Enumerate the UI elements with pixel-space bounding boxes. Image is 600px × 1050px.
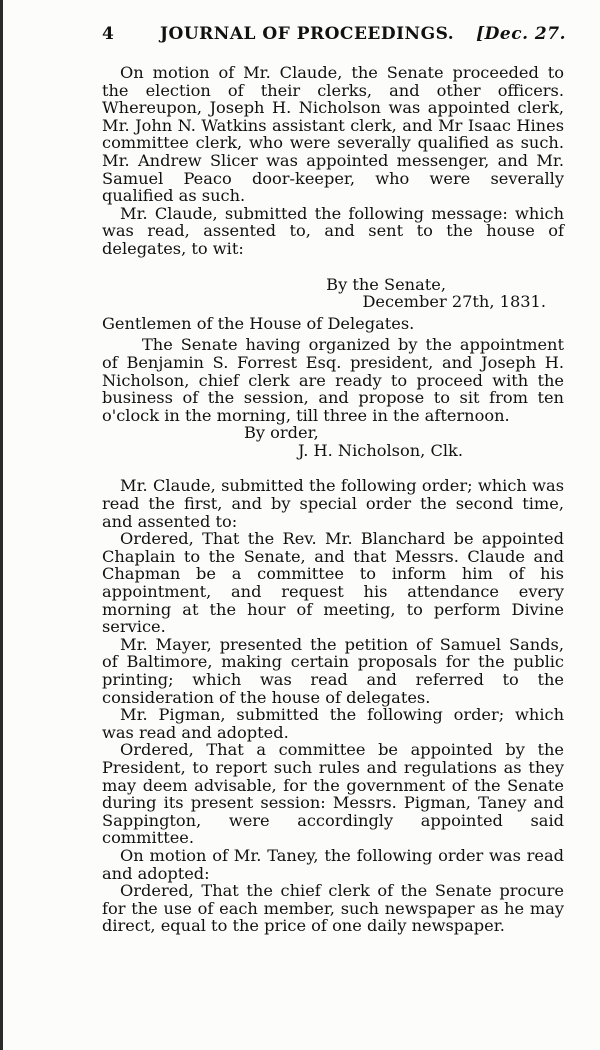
header-date: [Dec. 27.	[476, 24, 566, 44]
salutation: Gentlemen of the House of Delegates.	[102, 313, 415, 333]
running-title: JOURNAL OF PROCEEDINGS.	[160, 24, 455, 44]
paragraph-newspaper-order: Ordered, That the chief clerk of the Senate procure for the use of each member, such newspaper as he may direct, equal to the price of one daily newspaper.	[102, 881, 564, 936]
by-the-senate: By the Senate,	[326, 274, 446, 294]
page-header	[96, 24, 566, 52]
journal-text	[102, 64, 564, 935]
paragraph-claude-order: Mr. Claude, submitted the following order; which was read the first, and by special order the second time, and assented to:	[102, 476, 564, 531]
paragraph-election: On motion of Mr. Claude, the Senate proceeded to the election of their clerks, and other officers. Whereupon, Joseph H. Nicholson was appointed clerk, Mr. John N. Watkins assistant clerk, and Mr Isaac Hines committee clerk, who were severally qualified as such. Mr. Andrew Slicer was appointed messenger, and Mr. Samuel Peaco door-keeper, who were severally qualified as such.	[102, 63, 564, 206]
page-number: 4	[102, 24, 115, 44]
paragraph-chaplain-order: Ordered, That the Rev. Mr. Blanchard be appointed Chaplain to the Senate, and that Messrs. Claude and Chapman be a committee to inform him of his appointment, and request his attendance every morning at the hour of meeting, to perform Divine service.	[102, 529, 564, 637]
signature: J. H. Nicholson, Clk.	[298, 440, 463, 460]
spacer	[102, 258, 564, 276]
paragraph-senate-message: The Senate having organized by the appointment of Benjamin S. Forrest Esq. president, and Joseph H. Nicholson, chief clerk are ready to proceed with the business of the session, and propose to sit from ten o'clock in the morning, till three in the afternoon.	[102, 335, 564, 425]
paragraph-message-intro: Mr. Claude, submitted the following message: which was read, assented to, and sent to the house of delegates, to wit:	[102, 203, 564, 258]
paragraph-taney-motion: On motion of Mr. Taney, the following order was read and adopted:	[102, 845, 564, 883]
paragraph-rules-committee: Ordered, That a committee be appointed by the President, to report such rules and regulations as they may deem advisable, for the government of the Senate during its present session: Messrs. Pigman, Taney and Sappington, were accordingly appointed said committee.	[102, 740, 564, 848]
paragraph-pigman-order: Mr. Pigman, submitted the following order; which was read and adopted.	[102, 705, 564, 742]
by-order: By order,	[244, 423, 319, 443]
paragraph-petition: Mr. Mayer, presented the petition of Samuel Sands, of Baltimore, making certain proposals for the public printing; which was read and referred to the consideration of the house of delegates.	[102, 634, 564, 707]
spacer	[102, 459, 564, 477]
senate-date: December 27th, 1831.	[362, 292, 546, 312]
page-edge	[0, 0, 3, 1050]
